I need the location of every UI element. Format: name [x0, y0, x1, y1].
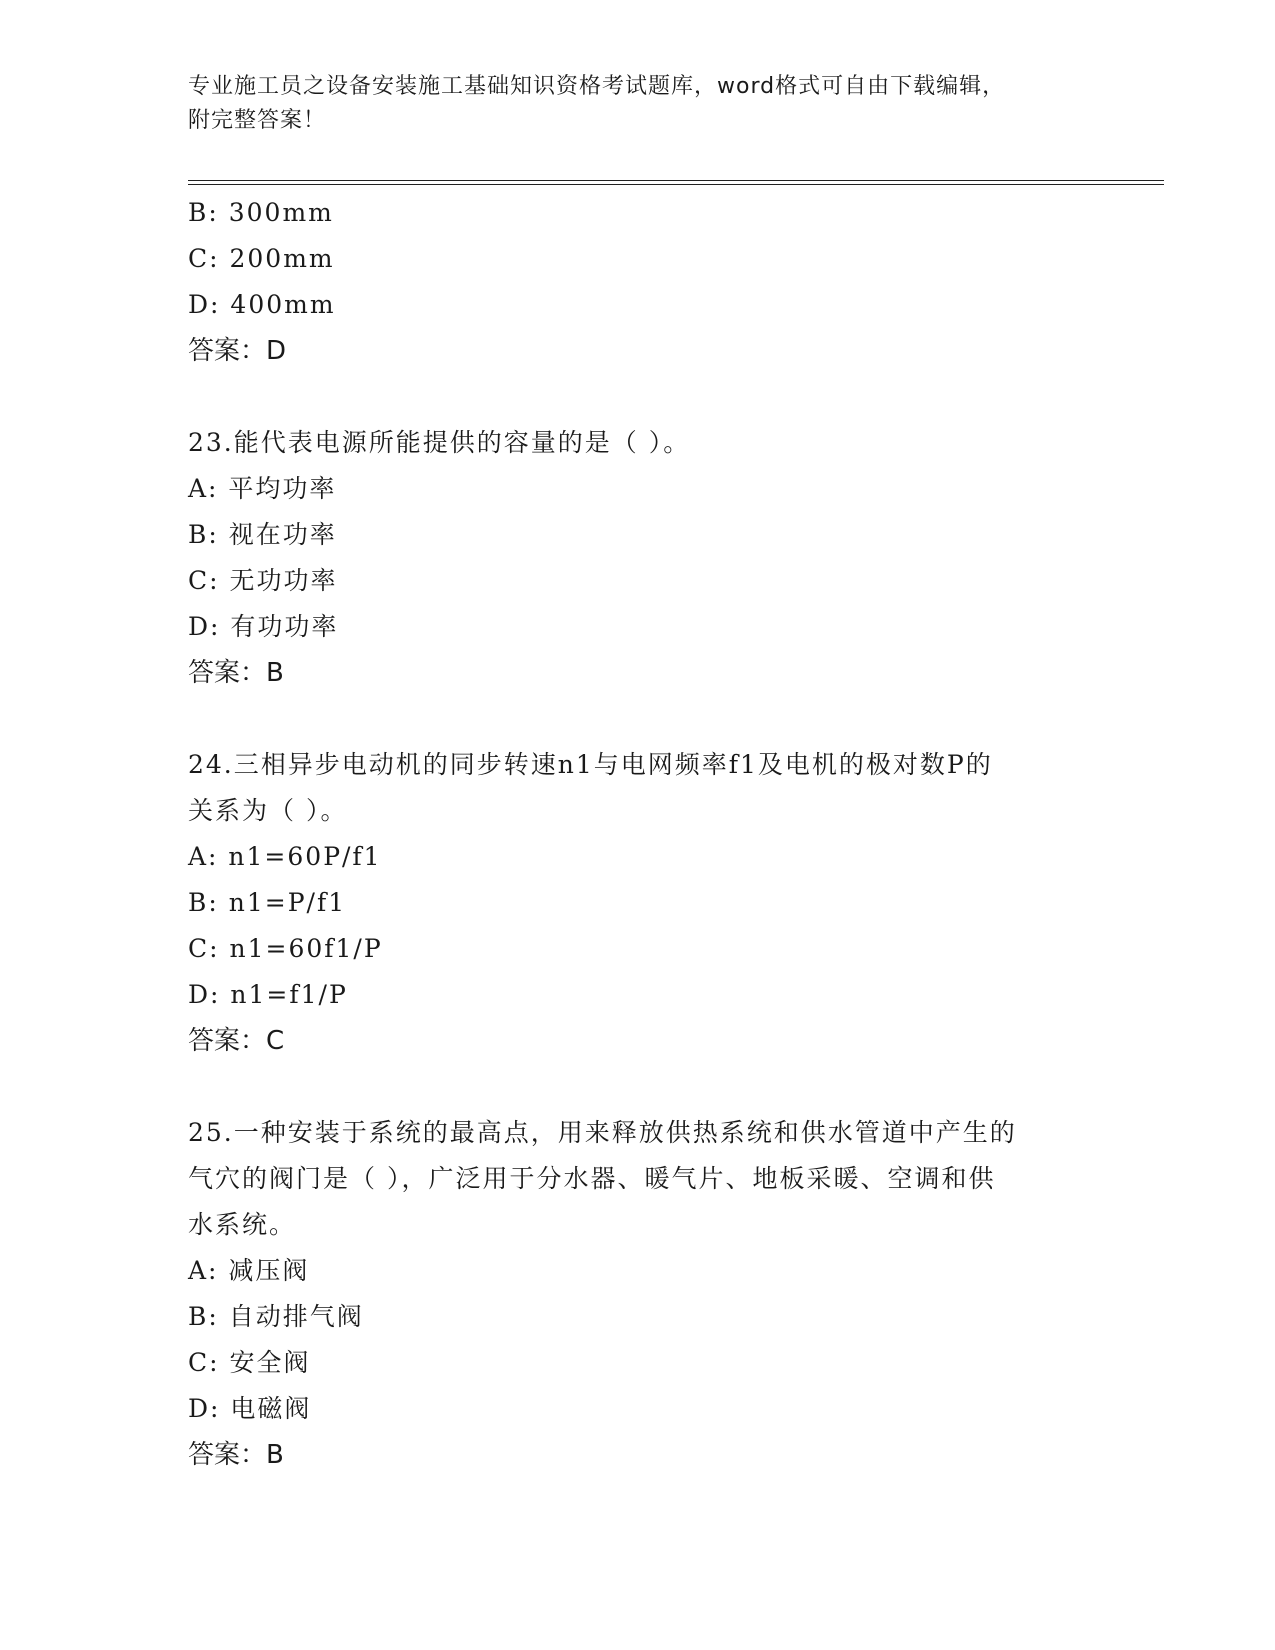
spacer [188, 696, 1088, 742]
question-list [188, 190, 1088, 1478]
prev-question-block [188, 190, 1088, 374]
question-stem-line-2: 关系为（ ）。 [188, 796, 348, 825]
question-stem: 23.能代表电源所能提供的容量的是（ ）。 [188, 428, 691, 457]
option-d: D: 电磁阀 [188, 1394, 312, 1423]
answer-line: 答案：C [188, 1026, 285, 1056]
spacer [188, 1064, 1088, 1110]
header-rule-top [188, 180, 1164, 181]
option-d: D: 400mm [188, 290, 336, 319]
option-d: D: 有功功率 [188, 612, 339, 641]
option-c: C: 无功功率 [188, 566, 338, 595]
option-d: D: n1=f1/P [188, 980, 348, 1009]
option-b: B: 300mm [188, 198, 334, 227]
question-stem-line-3: 水系统。 [188, 1210, 297, 1239]
answer-line: 答案：D [188, 336, 287, 366]
question-25 [188, 1110, 1088, 1478]
option-b: B: 视在功率 [188, 520, 337, 549]
question-stem-line-1: 25.一种安装于系统的最高点，用来释放供热系统和供水管道中产生的 [188, 1118, 1017, 1147]
header-line-2: 附完整答案！ [188, 108, 327, 133]
question-24 [188, 742, 1088, 1064]
question-23 [188, 420, 1088, 696]
answer-line: 答案：B [188, 658, 284, 688]
option-c: C: 200mm [188, 244, 335, 273]
option-b: B: n1=P/f1 [188, 888, 347, 917]
spacer [188, 374, 1088, 420]
document-header [188, 70, 1088, 138]
option-a: A: 平均功率 [188, 474, 337, 503]
answer-line: 答案：B [188, 1440, 284, 1470]
question-stem-line-1: 24.三相异步电动机的同步转速n1与电网频率f1及电机的极对数P的 [188, 750, 993, 779]
option-a: A: n1=60P/f1 [188, 842, 382, 871]
question-stem-line-2: 气穴的阀门是（ ），广泛用于分水器、暖气片、地板采暖、空调和供 [188, 1164, 996, 1193]
header-line-1: 专业施工员之设备安装施工基础知识资格考试题库，word格式可自由下载编辑， [188, 74, 1006, 99]
option-b: B: 自动排气阀 [188, 1302, 364, 1331]
option-c: C: n1=60f1/P [188, 934, 383, 963]
option-c: C: 安全阀 [188, 1348, 311, 1377]
header-rule-bottom [188, 184, 1164, 185]
option-a: A: 减压阀 [188, 1256, 310, 1285]
